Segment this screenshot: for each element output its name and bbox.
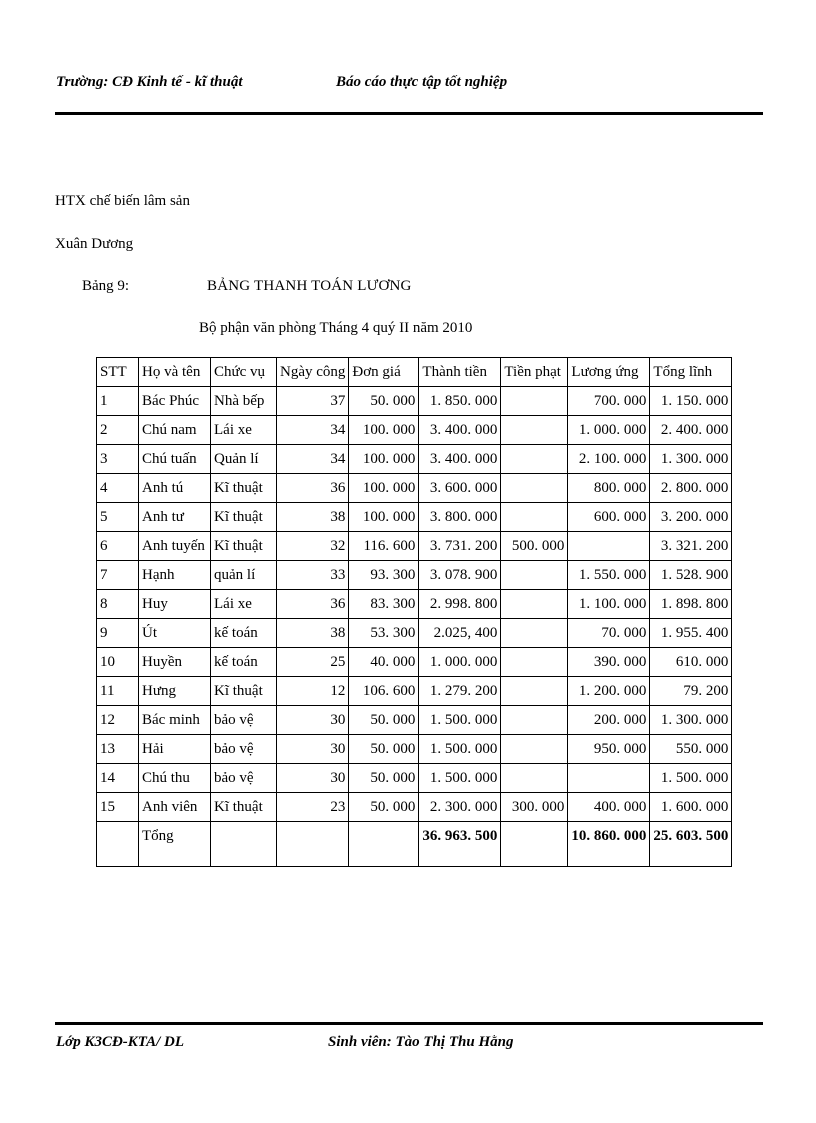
cell-name: Chú tuấn <box>139 445 211 474</box>
cell-amount: 3. 400. 000 <box>419 416 501 445</box>
cell-penalty <box>501 590 568 619</box>
cell-total-received: 1. 955. 400 <box>650 619 732 648</box>
cell-unit-price: 53. 300 <box>349 619 419 648</box>
cell-unit-price: 93. 300 <box>349 561 419 590</box>
cell-workdays: 38 <box>277 503 349 532</box>
cell-workdays: 33 <box>277 561 349 590</box>
cell-workdays: 34 <box>277 416 349 445</box>
cell-total-received: 1. 300. 000 <box>650 706 732 735</box>
cell-amount: 1. 500. 000 <box>419 706 501 735</box>
cell-advance: 70. 000 <box>568 619 650 648</box>
cell-total-received: 3. 321. 200 <box>650 532 732 561</box>
table-row <box>97 648 732 677</box>
cell-amount: 3. 731. 200 <box>419 532 501 561</box>
cell-advance: 1. 550. 000 <box>568 561 650 590</box>
cell-stt: 4 <box>97 474 139 503</box>
cell-workdays: 23 <box>277 793 349 822</box>
cell-advance: 400. 000 <box>568 793 650 822</box>
table-total-row <box>97 822 732 867</box>
cell-total-received: 1. 150. 000 <box>650 387 732 416</box>
col-header-unit-price: Đơn giá <box>349 358 419 387</box>
cell-name: Anh viên <box>139 793 211 822</box>
cell-stt: 14 <box>97 764 139 793</box>
cell-workdays: 25 <box>277 648 349 677</box>
cell-unit-price: 50. 000 <box>349 793 419 822</box>
table-row <box>97 677 732 706</box>
cell-penalty <box>501 764 568 793</box>
col-header-advance: Lương ứng <box>568 358 650 387</box>
cell-workdays: 12 <box>277 677 349 706</box>
cell-total-received: 1. 898. 800 <box>650 590 732 619</box>
cell-advance: 1. 000. 000 <box>568 416 650 445</box>
cell-amount: 1. 850. 000 <box>419 387 501 416</box>
cell-unit-price: 100. 000 <box>349 416 419 445</box>
cell-position: quản lí <box>211 561 277 590</box>
cell-stt: 10 <box>97 648 139 677</box>
cell-advance: 600. 000 <box>568 503 650 532</box>
col-header-penalty: Tiền phạt <box>501 358 568 387</box>
cell-stt: 15 <box>97 793 139 822</box>
cell-unit-price: 50. 000 <box>349 387 419 416</box>
cell-name: Chú nam <box>139 416 211 445</box>
cell-advance: 800. 000 <box>568 474 650 503</box>
cell-name: Hải <box>139 735 211 764</box>
table-row <box>97 503 732 532</box>
table-header-row <box>97 358 732 387</box>
cell-name: Anh tuyến <box>139 532 211 561</box>
cell-workdays: 30 <box>277 735 349 764</box>
footer-student: Sinh viên: Tào Thị Thu Hằng <box>328 1034 514 1050</box>
cell-amount: 3. 800. 000 <box>419 503 501 532</box>
cell-penalty <box>501 503 568 532</box>
org-name: HTX chế biến lâm sản <box>55 193 190 209</box>
cell-workdays: 30 <box>277 706 349 735</box>
cell-total-received: 79. 200 <box>650 677 732 706</box>
table-row <box>97 416 732 445</box>
col-header-name: Họ và tên <box>139 358 211 387</box>
cell-advance <box>568 764 650 793</box>
cell-workdays: 34 <box>277 445 349 474</box>
cell-penalty <box>501 474 568 503</box>
cell-unit-price: 100. 000 <box>349 503 419 532</box>
cell-advance <box>568 532 650 561</box>
cell-advance: 1. 100. 000 <box>568 590 650 619</box>
cell-unit-price: 116. 600 <box>349 532 419 561</box>
cell-stt: 5 <box>97 503 139 532</box>
cell-total-received: 1. 300. 000 <box>650 445 732 474</box>
cell-name: Chú thu <box>139 764 211 793</box>
cell-position: Kĩ thuật <box>211 532 277 561</box>
cell-amount: 1. 500. 000 <box>419 735 501 764</box>
cell-advance: 700. 000 <box>568 387 650 416</box>
cell-workdays: 37 <box>277 387 349 416</box>
cell-penalty: 300. 000 <box>501 793 568 822</box>
cell-total-received: 2. 800. 000 <box>650 474 732 503</box>
cell-workdays: 36 <box>277 474 349 503</box>
total-amount: 36. 963. 500 <box>419 822 501 867</box>
cell-name: Anh tú <box>139 474 211 503</box>
cell-stt: 1 <box>97 387 139 416</box>
cell-amount: 3. 600. 000 <box>419 474 501 503</box>
cell-advance: 2. 100. 000 <box>568 445 650 474</box>
cell-unit-price: 40. 000 <box>349 648 419 677</box>
cell-total-received: 2. 400. 000 <box>650 416 732 445</box>
cell-position: Kĩ thuật <box>211 677 277 706</box>
table-row <box>97 764 732 793</box>
header-report-title: Báo cáo thực tập tốt nghiệp <box>336 74 508 90</box>
cell-penalty <box>501 561 568 590</box>
cell-position: Quản lí <box>211 445 277 474</box>
header-rule <box>55 112 763 115</box>
table-row <box>97 445 732 474</box>
cell-unit-price: 50. 000 <box>349 764 419 793</box>
cell-position: Nhà bếp <box>211 387 277 416</box>
cell-penalty <box>501 648 568 677</box>
cell-total-received: 1. 600. 000 <box>650 793 732 822</box>
cell-stt: 7 <box>97 561 139 590</box>
cell-position: bảo vệ <box>211 735 277 764</box>
col-header-total-received: Tổng lĩnh <box>650 358 732 387</box>
cell-workdays: 30 <box>277 764 349 793</box>
cell-stt: 8 <box>97 590 139 619</box>
col-header-amount: Thành tiền <box>419 358 501 387</box>
cell-workdays: 32 <box>277 532 349 561</box>
total-advance: 10. 860. 000 <box>568 822 650 867</box>
cell-penalty <box>501 706 568 735</box>
total-label: Tổng <box>139 822 211 867</box>
cell-amount: 2.025, 400 <box>419 619 501 648</box>
col-header-stt: STT <box>97 358 139 387</box>
page-subtitle: Bộ phận văn phòng Tháng 4 quý II năm 2010 <box>199 320 473 336</box>
cell-total-received: 1. 528. 900 <box>650 561 732 590</box>
cell-penalty <box>501 619 568 648</box>
cell-stt: 11 <box>97 677 139 706</box>
cell-amount: 3. 400. 000 <box>419 445 501 474</box>
cell-penalty <box>501 387 568 416</box>
cell-amount: 1. 279. 200 <box>419 677 501 706</box>
cell-name: Bác Phúc <box>139 387 211 416</box>
cell-penalty: 500. 000 <box>501 532 568 561</box>
header-school: Trường: CĐ Kinh tế - kĩ thuật <box>56 74 243 90</box>
cell-unit-price: 50. 000 <box>349 706 419 735</box>
cell-total-received: 1. 500. 000 <box>650 764 732 793</box>
cell-stt: 2 <box>97 416 139 445</box>
cell-stt: 9 <box>97 619 139 648</box>
table-row <box>97 706 732 735</box>
cell-name: Hưng <box>139 677 211 706</box>
col-header-position: Chức vụ <box>211 358 277 387</box>
cell-penalty <box>501 445 568 474</box>
cell-unit-price: 106. 600 <box>349 677 419 706</box>
cell-workdays: 38 <box>277 619 349 648</box>
cell-position: kế toán <box>211 619 277 648</box>
cell-position: kế toán <box>211 648 277 677</box>
cell-advance: 390. 000 <box>568 648 650 677</box>
footer-rule <box>55 1022 763 1025</box>
cell-position: bảo vệ <box>211 706 277 735</box>
table-row <box>97 619 732 648</box>
cell-stt: 12 <box>97 706 139 735</box>
cell-name: Huy <box>139 590 211 619</box>
cell-advance: 1. 200. 000 <box>568 677 650 706</box>
cell-position: Lái xe <box>211 590 277 619</box>
cell-unit-price: 100. 000 <box>349 445 419 474</box>
cell-stt: 13 <box>97 735 139 764</box>
cell-name: Hạnh <box>139 561 211 590</box>
cell-name: Anh tư <box>139 503 211 532</box>
table-row <box>97 561 732 590</box>
cell-advance: 200. 000 <box>568 706 650 735</box>
cell-total-received: 3. 200. 000 <box>650 503 732 532</box>
cell-total-received: 550. 000 <box>650 735 732 764</box>
table-label: Bảng 9: <box>82 278 130 294</box>
payroll-table <box>96 357 732 867</box>
cell-stt: 6 <box>97 532 139 561</box>
cell-unit-price: 100. 000 <box>349 474 419 503</box>
cell-amount: 1. 000. 000 <box>419 648 501 677</box>
cell-stt: 3 <box>97 445 139 474</box>
cell-amount: 1. 500. 000 <box>419 764 501 793</box>
page-title: BẢNG THANH TOÁN LƯƠNG <box>207 278 412 294</box>
cell-penalty <box>501 416 568 445</box>
cell-name: Huyền <box>139 648 211 677</box>
org-location: Xuân Dương <box>55 236 134 252</box>
cell-advance: 950. 000 <box>568 735 650 764</box>
cell-total-received: 610. 000 <box>650 648 732 677</box>
table-row <box>97 793 732 822</box>
cell-position: Kĩ thuật <box>211 474 277 503</box>
cell-amount: 2. 998. 800 <box>419 590 501 619</box>
table-row <box>97 532 732 561</box>
cell-penalty <box>501 735 568 764</box>
table-row <box>97 590 732 619</box>
cell-workdays: 36 <box>277 590 349 619</box>
cell-position: Kĩ thuật <box>211 503 277 532</box>
cell-position: bảo vệ <box>211 764 277 793</box>
col-header-workdays: Ngày công <box>277 358 349 387</box>
table-row <box>97 474 732 503</box>
cell-penalty <box>501 677 568 706</box>
cell-unit-price: 83. 300 <box>349 590 419 619</box>
cell-amount: 2. 300. 000 <box>419 793 501 822</box>
cell-position: Kĩ thuật <box>211 793 277 822</box>
cell-position: Lái xe <box>211 416 277 445</box>
table-row <box>97 387 732 416</box>
cell-name: Út <box>139 619 211 648</box>
cell-amount: 3. 078. 900 <box>419 561 501 590</box>
table-row <box>97 735 732 764</box>
footer-class: Lớp K3CĐ-KTA/ DL <box>56 1034 185 1050</box>
total-received: 25. 603. 500 <box>650 822 732 867</box>
cell-name: Bác minh <box>139 706 211 735</box>
cell-unit-price: 50. 000 <box>349 735 419 764</box>
